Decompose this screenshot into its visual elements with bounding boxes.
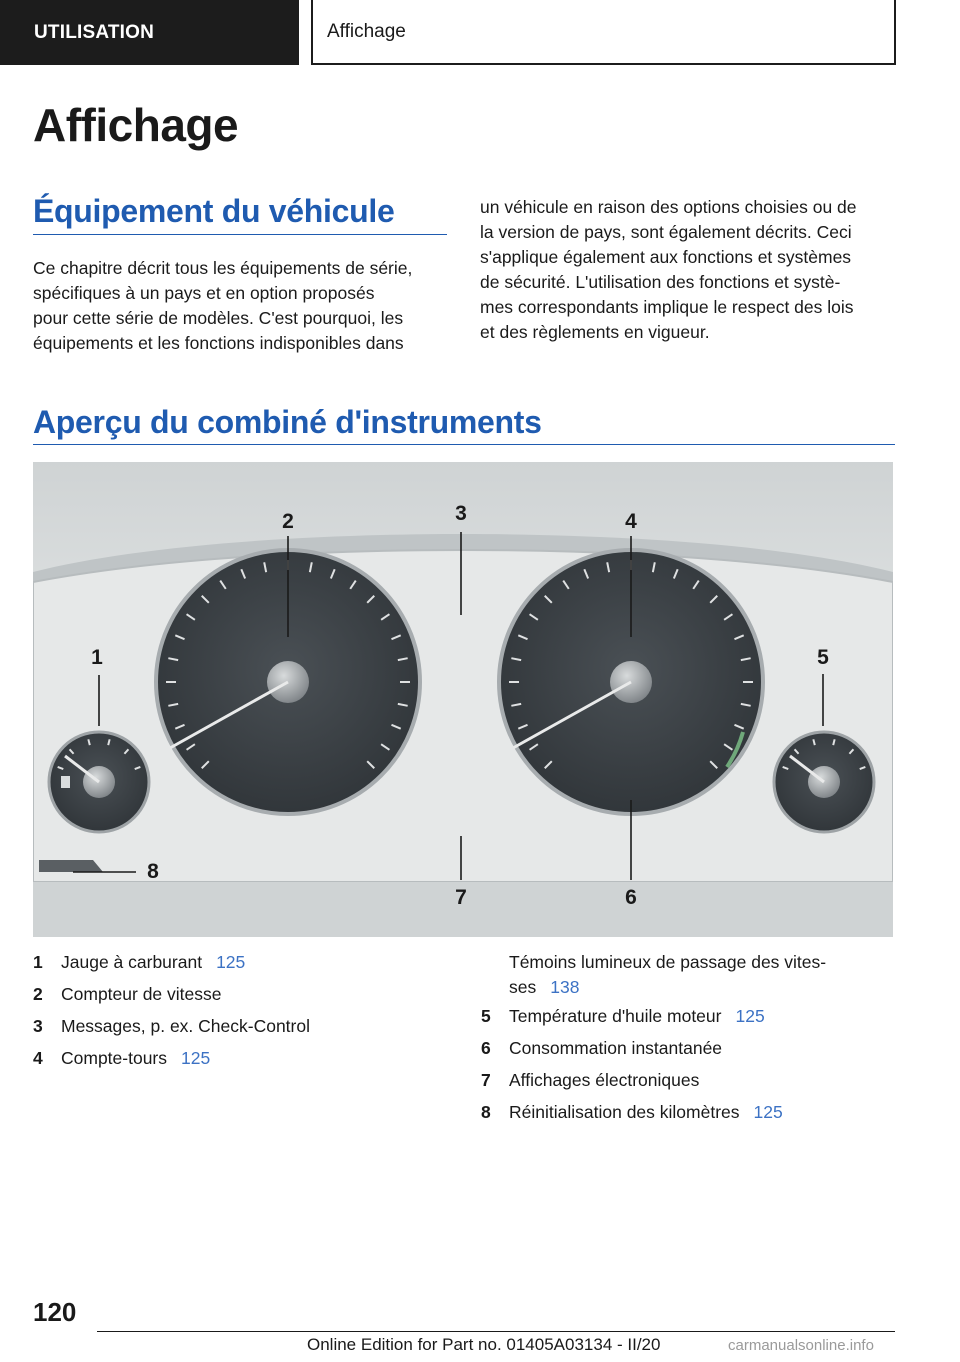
section-rule: [33, 444, 895, 445]
legend-right: [481, 950, 901, 1128]
legend-left: [33, 946, 453, 1074]
legend-item: [481, 1096, 901, 1128]
section-heading-equipment: Équipement du véhicule: [33, 193, 395, 229]
watermark: carmanualsonline.info: [728, 1337, 874, 1354]
legend-number: 2: [33, 984, 43, 1004]
legend-number: 7: [481, 1070, 491, 1090]
fuel-gauge: [49, 732, 149, 832]
chapter-tab: [0, 0, 299, 65]
footer-rule: [97, 1331, 895, 1332]
legend-number: 8: [481, 1102, 491, 1122]
page-ref-link[interactable]: 138: [550, 977, 580, 997]
legend-text: Réinitialisation des kilomètres: [509, 1102, 740, 1122]
callout-2: 2: [282, 510, 294, 533]
text-line: mes correspondants implique le respect des lois: [480, 297, 854, 317]
section-heading-cluster: Aperçu du combiné d'instruments: [33, 404, 542, 440]
callout-3: 3: [455, 502, 467, 525]
callout-4: 4: [625, 510, 637, 533]
text-line: et des règlements en vigueur.: [480, 322, 710, 342]
legend-item: [481, 1064, 901, 1096]
callout-6: 6: [625, 886, 637, 909]
legend-item: [33, 1042, 453, 1074]
text-line: spécifiques à un pays et en option proposés: [33, 283, 375, 303]
text-line: pour cette série de modèles. C'est pourquoi, les: [33, 308, 404, 328]
text-line: un véhicule en raison des options choisies ou de: [480, 197, 857, 217]
legend-number: 4: [33, 1048, 43, 1068]
legend-item: [33, 1010, 453, 1042]
legend-continuation: [481, 950, 901, 1000]
paragraph-right: [480, 195, 900, 345]
callout-7: 7: [455, 886, 467, 909]
legend-text: ses: [509, 977, 537, 997]
legend-number: 1: [33, 952, 43, 972]
callout-8: 8: [147, 860, 159, 883]
text-line: la version de pays, sont également décrits. Ceci: [480, 222, 852, 242]
legend-text: Jauge à carburant: [61, 952, 203, 972]
legend-text: Compte-tours: [61, 1048, 168, 1068]
edition-text: Online Edition for Part no. 01405A03134 - II/20: [307, 1335, 661, 1354]
legend-item: [33, 946, 453, 978]
gauge-tick: [88, 739, 89, 745]
legend-text: Messages, p. ex. Check-Control: [61, 1016, 310, 1036]
text-line: s'applique également aux fonctions et systèmes: [480, 247, 852, 267]
instrument-cluster-figure: [33, 462, 893, 937]
paragraph-left: [33, 256, 453, 356]
section-rule: [33, 234, 447, 235]
legend-item: [481, 1000, 901, 1032]
gauge-tick: [833, 739, 834, 745]
legend-text: Température d'huile moteur: [509, 1006, 722, 1026]
text-line: de sécurité. L'utilisation des fonctions et systè-: [480, 272, 841, 292]
legend-number: 5: [481, 1006, 491, 1026]
legend-item: [33, 978, 453, 1010]
gauge-tick: [813, 739, 814, 745]
callout-1: 1: [91, 646, 103, 669]
page-ref-link[interactable]: 125: [753, 1102, 783, 1122]
legend-text: Consommation instantanée: [509, 1038, 723, 1058]
legend-text: Affichages électroniques: [509, 1070, 700, 1090]
page-ref-link[interactable]: 125: [181, 1048, 211, 1068]
legend-text: Compteur de vitesse: [61, 984, 222, 1004]
oil-temp-gauge: [774, 732, 874, 832]
legend-number: 6: [481, 1038, 491, 1058]
callout-5: 5: [817, 646, 829, 669]
text-line: équipements et les fonctions indisponibles dans: [33, 333, 404, 353]
page-number: 120: [33, 1297, 77, 1327]
gauge-tick: [108, 739, 109, 745]
section-label: Affichage: [327, 20, 406, 42]
section-tab: [311, 0, 896, 65]
chapter-label: UTILISATION: [34, 21, 155, 43]
legend-number: 3: [33, 1016, 43, 1036]
odometer-reset-button: [39, 860, 103, 872]
page-title: Affichage: [33, 99, 239, 151]
page-ref-link[interactable]: 125: [216, 952, 246, 972]
legend-item: [481, 1032, 901, 1064]
legend-text: Témoins lumineux de passage des vites-: [509, 952, 827, 972]
page-ref-link[interactable]: 125: [735, 1006, 765, 1026]
text-line: Ce chapitre décrit tous les équipements de série,: [33, 258, 413, 278]
